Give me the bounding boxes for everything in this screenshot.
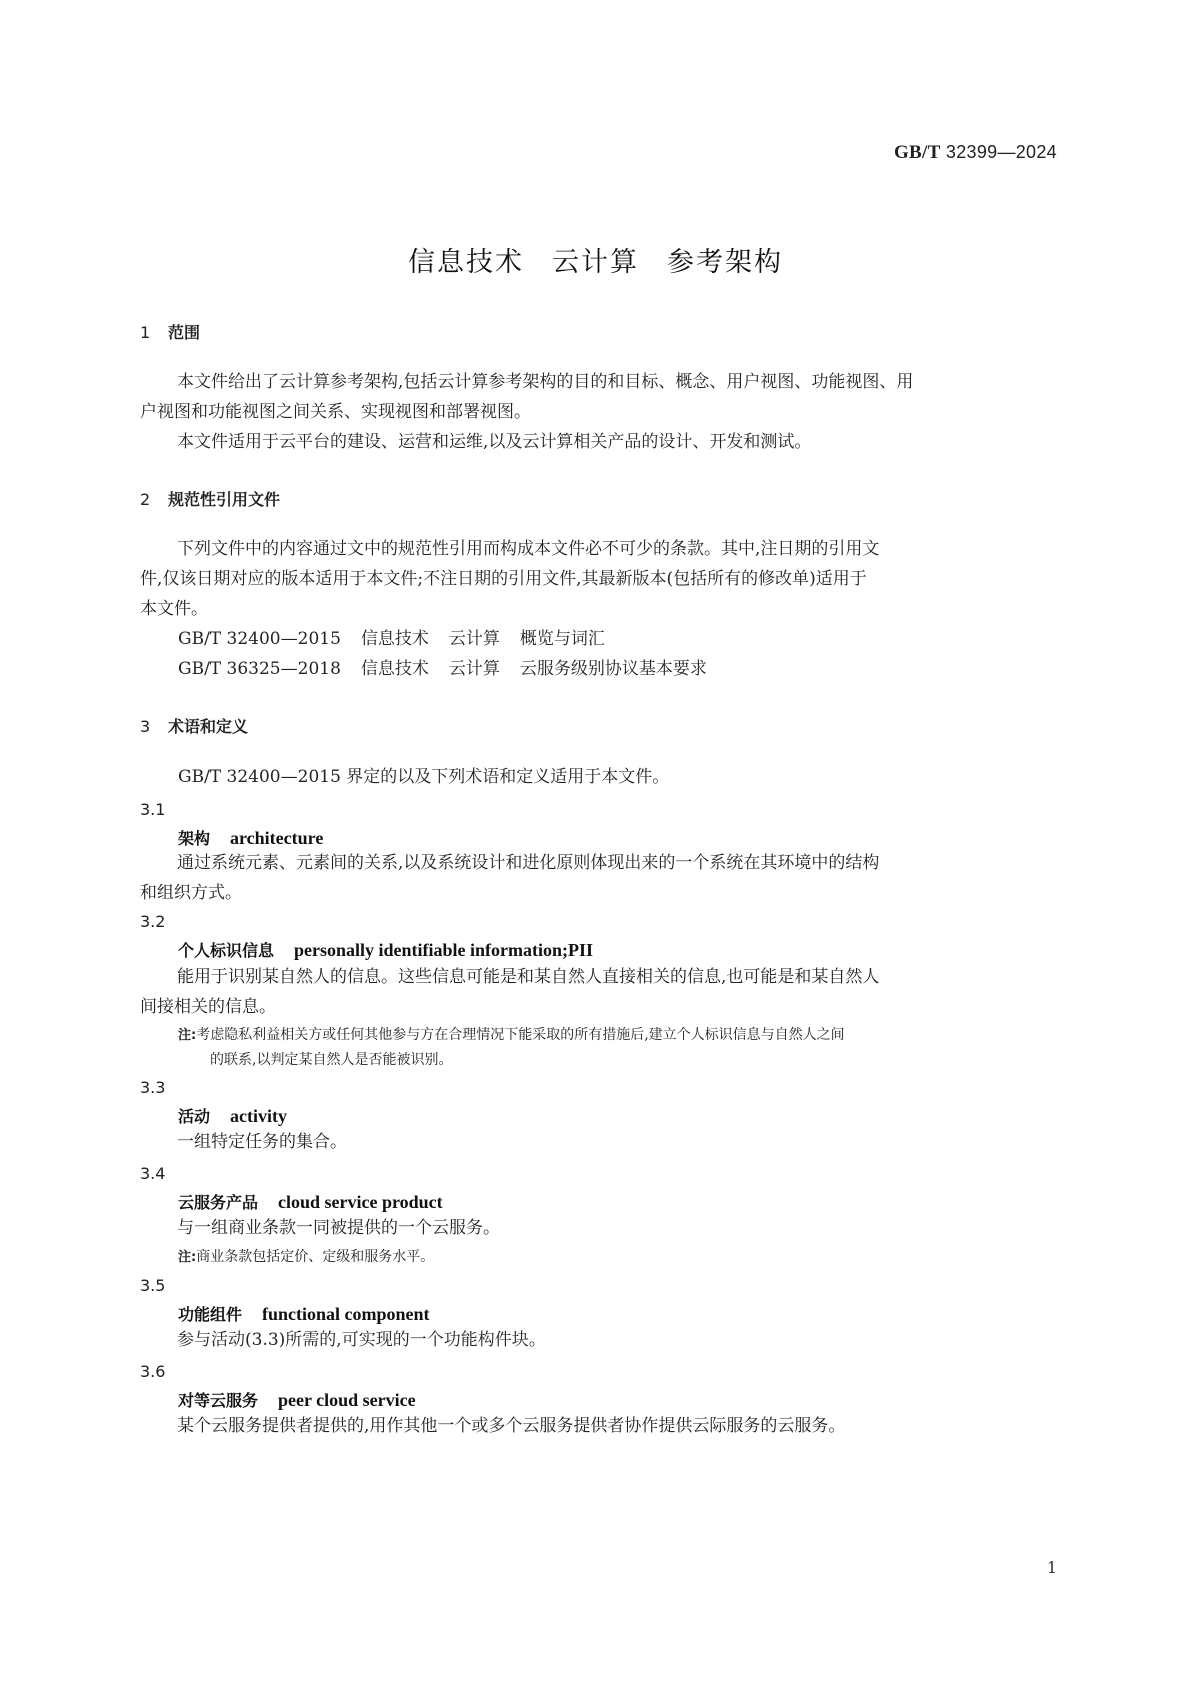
term-zh: 对等云服务 <box>178 1391 259 1410</box>
section-1-paragraph-1 <box>140 367 1060 427</box>
definition-line: 一组特定任务的集合。 <box>177 1132 347 1152</box>
term-heading <box>178 1388 416 1411</box>
section-3-intro: GB/T 32400—2015 界定的以及下列术语和定义适用于本文件。 <box>178 767 670 787</box>
section-2-paragraph <box>140 534 1060 624</box>
paragraph-line: 本文件适用于云平台的建设、运营和运维,以及云计算相关产品的设计、开发和测试。 <box>177 432 812 452</box>
reference-title-1: 信息技术 <box>360 629 429 649</box>
section-2-heading <box>140 487 280 510</box>
term-heading <box>178 1104 287 1127</box>
standard-code: 32399—2024 <box>945 142 1057 162</box>
term-heading <box>178 1302 430 1325</box>
term-definition <box>140 1213 1060 1243</box>
definition-line: 某个云服务提供者提供的,用作其他一个或多个云服务提供者协作提供云际服务的云服务。 <box>177 1416 846 1436</box>
definition-line: 和组织方式。 <box>140 883 242 903</box>
paragraph-line: 下列文件中的内容通过文中的规范性引用而构成本文件必不可少的条款。其中,注日期的引用文 <box>177 539 880 559</box>
term-zh: 云服务产品 <box>178 1193 259 1212</box>
term-en: architecture <box>230 828 324 848</box>
term-definition <box>140 1325 1060 1355</box>
paragraph-line: 本文件给出了云计算参考架构,包括云计算参考架构的目的和目标、概念、用户视图、功能视图、用 <box>177 372 914 392</box>
term-definition <box>140 962 1060 1022</box>
section-title: 规范性引用文件 <box>168 490 281 509</box>
reference-code: GB/T 32400—2015 <box>178 629 341 649</box>
page-number: 1 <box>1046 1558 1057 1577</box>
note-line: 的联系,以判定某自然人是否能被识别。 <box>210 1052 453 1068</box>
section-3-heading <box>140 714 248 737</box>
term-en: activity <box>230 1106 287 1126</box>
term-heading <box>178 1190 443 1213</box>
definition-line: 与一组商业条款一同被提供的一个云服务。 <box>177 1218 500 1238</box>
note-line: 考虑隐私利益相关方或任何其他参与方在合理情况下能采取的所有措施后,建立个人标识信息与自然人之间 <box>196 1027 845 1043</box>
paragraph-line: 本文件。 <box>140 599 208 619</box>
term-number: 3.3 <box>140 1078 166 1097</box>
term-heading <box>178 826 323 849</box>
note-label: 注: <box>178 1250 197 1265</box>
term-number: 3.6 <box>140 1362 166 1381</box>
definition-line: 通过系统元素、元素间的关系,以及系统设计和进化原则体现出来的一个系统在其环境中的结构 <box>177 853 880 873</box>
standard-number <box>894 142 1057 164</box>
term-note <box>178 1023 1058 1073</box>
term-number: 3.2 <box>140 912 166 931</box>
section-number: 3 <box>140 717 151 736</box>
title-part-2: 云计算 <box>552 247 639 278</box>
term-en: cloud service product <box>278 1192 443 1212</box>
term-definition <box>140 1411 1060 1441</box>
term-en: functional component <box>262 1304 430 1324</box>
definition-line: 能用于识别某自然人的信息。这些信息可能是和某自然人直接相关的信息,也可能是和某自然人 <box>177 967 880 987</box>
title-part-3: 参考架构 <box>667 247 783 278</box>
reference-title-3: 概览与词汇 <box>519 629 605 649</box>
section-number: 1 <box>140 323 151 342</box>
term-definition <box>140 848 1060 908</box>
document-title <box>0 240 1191 279</box>
term-zh: 功能组件 <box>178 1305 243 1324</box>
standard-prefix: GB/T <box>893 142 941 163</box>
reference-title-2: 云计算 <box>448 659 500 679</box>
reference-item <box>178 624 605 654</box>
term-en: peer cloud service <box>278 1390 416 1410</box>
term-definition <box>140 1127 1060 1157</box>
term-number: 3.4 <box>140 1164 166 1183</box>
paragraph-line: 件,仅该日期对应的版本适用于本文件;不注日期的引用文件,其最新版本(包括所有的修改单)适用于 <box>140 569 867 589</box>
section-1-heading <box>140 320 200 343</box>
paragraph-line: 户视图和功能视图之间关系、实现视图和部署视图。 <box>140 402 531 422</box>
term-heading <box>178 938 593 961</box>
reference-title-1: 信息技术 <box>360 659 429 679</box>
title-part-1: 信息技术 <box>408 247 524 278</box>
note-line: 商业条款包括定价、定级和服务水平。 <box>196 1249 435 1265</box>
term-number: 3.5 <box>140 1276 166 1295</box>
term-zh: 架构 <box>178 829 211 848</box>
reference-code: GB/T 36325—2018 <box>178 659 341 679</box>
reference-item <box>178 654 707 684</box>
term-en: personally identifiable information;PII <box>294 940 594 960</box>
term-number: 3.1 <box>140 800 166 819</box>
note-label: 注: <box>178 1028 197 1043</box>
section-1-paragraph-2 <box>140 427 1060 457</box>
term-zh: 活动 <box>178 1107 211 1126</box>
section-number: 2 <box>140 490 151 509</box>
reference-title-3: 云服务级别协议基本要求 <box>519 659 707 679</box>
term-zh: 个人标识信息 <box>178 941 275 960</box>
section-title: 术语和定义 <box>168 717 249 736</box>
term-note <box>178 1245 1058 1270</box>
reference-title-2: 云计算 <box>448 629 500 649</box>
definition-line: 参与活动(3.3)所需的,可实现的一个功能构件块。 <box>177 1330 546 1350</box>
definition-line: 间接相关的信息。 <box>140 997 276 1017</box>
section-title: 范围 <box>168 323 201 342</box>
